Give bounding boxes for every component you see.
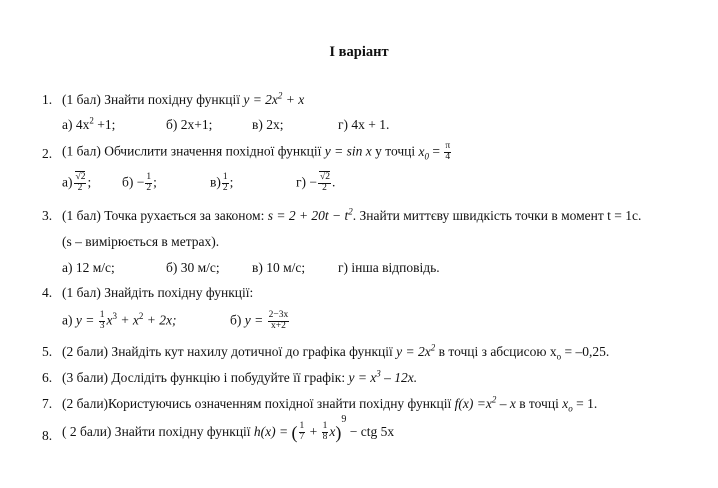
q1-option-d: г) 4x + 1. <box>338 117 390 132</box>
q3-option-c: в) 10 м/с; <box>252 260 306 275</box>
question-2-text: (1 бал) Обчислити значення похідної функції y = sin x у точці $x_0$ = $\frac{\pi}{4}$ <box>62 141 451 162</box>
question-6-number: 6. <box>42 370 53 385</box>
question-1-text <box>62 92 304 108</box>
question-2-number: 2. <box>42 146 53 161</box>
question-3-note: (s – вимірюється в метрах). <box>62 234 220 249</box>
q1-option-b: б) 2x+1; <box>166 117 213 132</box>
question-3-text: (1 бал) Точка рухається за законом: $s = 2 + 20t - t^2$. Знайти миттєву швидкість точки в момент t = 1с. <box>62 206 642 223</box>
question-4-number: 4. <box>42 285 53 300</box>
variant-title: І варіант <box>329 44 389 60</box>
q1-prompt: (1 бал) Знайти похідну функції <box>62 92 240 107</box>
question-8-text: ( 2 бали) Знайти похідну функції h(x) = ( $\frac{1}{7}$ + $\frac{1}{8}$ x)$^9$ − ctg 5x <box>62 414 395 443</box>
question-5-text: (2 бали) Знайдіть кут нахилу дотичної до графіка функції $y = 2x^2$ в точці з абсцисою $x_o = -0,25$. <box>62 342 610 362</box>
question-6-text: (3 бали) Дослідіть функцію і побудуйте її графік: $y = x^3 - 12x$. <box>62 368 418 385</box>
q1-function: $y = 2x^2 + x$ <box>243 90 305 107</box>
q4-option-b: б) y = $\frac{2-3x}{x+2}$ <box>230 310 289 331</box>
question-4-text: (1 бал) Знайдіть похідну функції: <box>62 285 254 300</box>
q2-option-d: г) − $\frac{√2}{2}$ . <box>296 172 336 193</box>
question-7-number: 7. <box>42 396 53 411</box>
q1-option-a: а) $4x^2 +1$; <box>62 115 116 132</box>
question-5-number: 5. <box>42 344 53 359</box>
q1-option-c: в) 2x; <box>252 117 284 132</box>
q2-option-b: б) − $\frac{1}{2}$ ; <box>122 172 157 193</box>
question-1-number: 1. <box>42 92 53 107</box>
q3-option-d: г) інша відповідь. <box>338 260 440 275</box>
q3-option-a: а) 12 м/с; <box>62 260 115 275</box>
question-3-number: 3. <box>42 208 53 223</box>
q3-option-b: б) 30 м/с; <box>166 260 220 275</box>
q2-option-c: в) $\frac{1}{2}$ ; <box>210 172 234 193</box>
q2-option-a: а) $\frac{√2}{2}$ ; <box>62 172 92 193</box>
question-7-text: (2 бали)Користуючись означенням похідної знайти похідну функції $f(x) =x^2 - x$ в точці $x_o = 1$. <box>62 394 598 414</box>
question-8-number: 8. <box>42 428 53 443</box>
q4-option-a: а) y = $\frac{1}{3}$ $x^3 + x^2 + 2x$; <box>62 310 177 331</box>
